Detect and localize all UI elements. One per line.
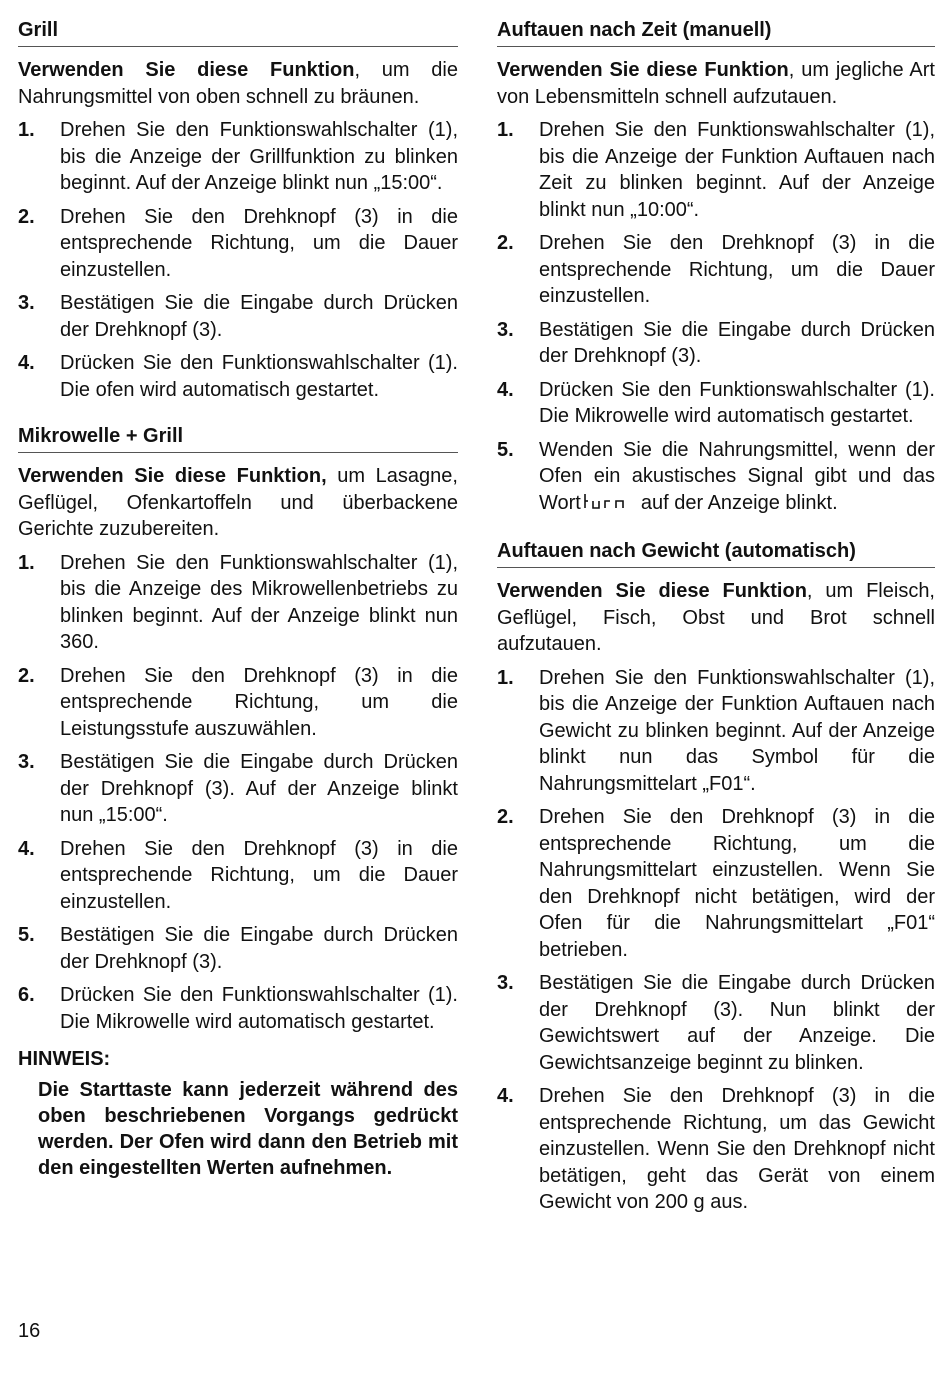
page-number: 16 xyxy=(18,1320,41,1342)
steps-list-grill xyxy=(18,117,458,403)
step-text xyxy=(539,437,935,519)
step-number: 3. xyxy=(497,972,514,994)
steps-list-auftauen-zeit xyxy=(497,117,935,518)
list-item xyxy=(18,922,458,975)
section-intro-auftauen-zeit xyxy=(497,57,935,110)
list-item xyxy=(18,290,458,343)
step-text: Bestätigen Sie die Eingabe durch Drücken der Drehknopf (3). Nun blinkt der Gewichtswert auf der Anzeige. Die Gewichtsanzeige beginnt zu blinken. xyxy=(539,972,935,1074)
list-item xyxy=(497,437,935,519)
step-number: 4. xyxy=(18,352,35,374)
step-text: Drehen Sie den Funktionswahlschalter (1), bis die Anzeige der Funktion Auftauen nach Zeit zu blinken beginnt. Auf der Anzeige blinkt nun „10:00“. xyxy=(539,119,935,221)
list-item xyxy=(497,1083,935,1216)
list-item xyxy=(18,836,458,916)
step-text: Drehen Sie den Drehknopf (3) in die entsprechende Richtung, um die Nahrungsmittelart einzustellen. Wenn Sie den Drehknopf nicht betätigen, wird der Ofen für die Nahrungsmittelart „F01“ betrieben. xyxy=(539,806,935,961)
step-number: 3. xyxy=(497,318,514,341)
step-text: Drehen Sie den Drehknopf (3) in die entsprechende Richtung, um die Dauer einzustellen. xyxy=(60,837,458,913)
step-text: Drücken Sie den Funktionswahlschalter (1). Die Mikrowelle wird automatisch gestartet. xyxy=(60,984,458,1033)
step-text: Bestätigen Sie die Eingabe durch Drücken der Drehknopf (3). xyxy=(539,318,935,367)
list-item xyxy=(18,749,458,829)
list-item xyxy=(497,665,935,798)
list-item xyxy=(18,117,458,197)
step-text-after: auf der Anzeige blinkt. xyxy=(640,491,838,514)
step-number: 5. xyxy=(18,924,35,946)
step-number: 2. xyxy=(497,232,514,254)
step-number: 4. xyxy=(497,1085,514,1107)
hint-text: Die Starttaste kann jederzeit während des oben beschriebenen Vorgangs gedrückt werden. Der Ofen wird dann den Betrieb mit den eingestellten Werten aufnehmen. xyxy=(38,1079,458,1179)
step-text: Bestätigen Sie die Eingabe durch Drücken der Drehknopf (3). Auf der Anzeige blinkt nun „15:00“. xyxy=(60,751,458,826)
step-text-before: Wenden Sie die Nahrungsmittel, wenn der Ofen ein akustisches Signal gibt und das Wort xyxy=(539,438,935,514)
list-item xyxy=(18,204,458,284)
display-turn-glyph-icon xyxy=(583,492,637,519)
list-item xyxy=(497,317,935,370)
section-intro-auftauen-gewicht xyxy=(497,578,935,658)
section-intro-grill xyxy=(18,57,458,110)
intro-text: , um die Nahrungsmittel von oben schnell zu bräunen. xyxy=(18,59,458,108)
step-number: 6. xyxy=(18,984,35,1006)
list-item xyxy=(497,970,935,1076)
section-heading-grill: Grill xyxy=(18,16,458,47)
step-number: 4. xyxy=(497,378,514,401)
step-text: Drehen Sie den Funktionswahlschalter (1), bis die Anzeige des Mikrowellenbetriebs zu blinken beginnt. Auf der Anzeige blinkt nun 360. xyxy=(60,551,458,653)
intro-bold: Verwenden Sie diese Funktion xyxy=(497,580,807,602)
list-item xyxy=(18,550,458,656)
right-column xyxy=(497,16,935,1223)
step-number: 2. xyxy=(497,806,514,828)
intro-text: , um Fleisch, Geflügel, Fisch, Obst und Brot schnell aufzutauen. xyxy=(497,580,935,655)
step-text: Drücken Sie den Funktionswahlschalter (1). Die ofen wird automatisch gestartet. xyxy=(60,352,458,401)
section-heading-mikrowelle-grill: Mikrowelle + Grill xyxy=(18,422,458,453)
step-number: 1. xyxy=(497,666,514,689)
steps-list-auftauen-gewicht xyxy=(497,665,935,1216)
step-text: Drehen Sie den Drehknopf (3) in die entsprechende Richtung, um die Leistungsstufe auszuwählen. xyxy=(60,664,458,740)
step-number: 4. xyxy=(18,837,35,860)
hint-title: HINWEIS: xyxy=(18,1048,111,1070)
list-item xyxy=(18,982,458,1035)
list-item xyxy=(18,663,458,743)
list-item xyxy=(497,230,935,310)
step-number: 3. xyxy=(18,292,35,314)
steps-list-mikrowelle-grill xyxy=(18,550,458,1036)
intro-bold: Verwenden Sie diese Funktion xyxy=(497,59,789,81)
step-text: Drehen Sie den Drehknopf (3) in die entsprechende Richtung, um die Dauer einzustellen. xyxy=(539,232,935,307)
step-number: 2. xyxy=(18,205,35,228)
section-heading-auftauen-gewicht: Auftauen nach Gewicht (automatisch) xyxy=(497,537,935,568)
step-text: Drehen Sie den Drehknopf (3) in die entsprechende Richtung, um die Dauer einzustellen. xyxy=(60,205,458,281)
step-number: 2. xyxy=(18,664,35,687)
left-column xyxy=(18,16,458,1181)
step-text: Bestätigen Sie die Eingabe durch Drücken der Drehknopf (3). xyxy=(60,292,458,341)
list-item xyxy=(18,350,458,403)
intro-bold: Verwenden Sie diese Funktion, xyxy=(18,465,327,487)
step-number: 1. xyxy=(18,551,35,574)
step-number: 1. xyxy=(497,119,514,141)
list-item xyxy=(497,117,935,223)
step-number: 1. xyxy=(18,119,35,141)
step-text: Drücken Sie den Funktionswahlschalter (1). Die Mikrowelle wird automatisch gestartet. xyxy=(539,378,935,427)
step-text: Bestätigen Sie die Eingabe durch Drücken der Drehknopf (3). xyxy=(60,924,458,973)
intro-text: , um jegliche Art von Lebensmitteln schnell aufzutauen. xyxy=(497,59,935,108)
section-intro-mikrowelle-grill xyxy=(18,463,458,543)
list-item xyxy=(497,377,935,430)
step-number: 3. xyxy=(18,751,35,773)
step-number: 5. xyxy=(497,438,514,461)
list-item xyxy=(497,804,935,963)
section-heading-auftauen-zeit: Auftauen nach Zeit (manuell) xyxy=(497,16,935,47)
intro-text: um Lasagne, Geflügel, Ofenkartoffeln und überbackene Gerichte zuzubereiten. xyxy=(18,465,458,540)
step-text: Drehen Sie den Funktionswahlschalter (1), bis die Anzeige der Grillfunktion zu blinken beginnt. Auf der Anzeige blinkt nun „15:00“. xyxy=(60,119,458,194)
intro-bold: Verwenden Sie diese Funktion xyxy=(18,59,355,81)
step-text: Drehen Sie den Funktionswahlschalter (1), bis die Anzeige der Funktion Auftauen nach Gewicht zu blinken beginnt. Auf der Anzeige blinkt nun das Symbol für die Nahrungsmittelart „F01“. xyxy=(539,666,935,795)
step-text: Drehen Sie den Drehknopf (3) in die entsprechende Richtung, um das Gewicht einzustellen. Wenn Sie den Drehknopf nicht betätigen, geht das Gerät von einem Gewicht von 200 g aus. xyxy=(539,1085,935,1213)
